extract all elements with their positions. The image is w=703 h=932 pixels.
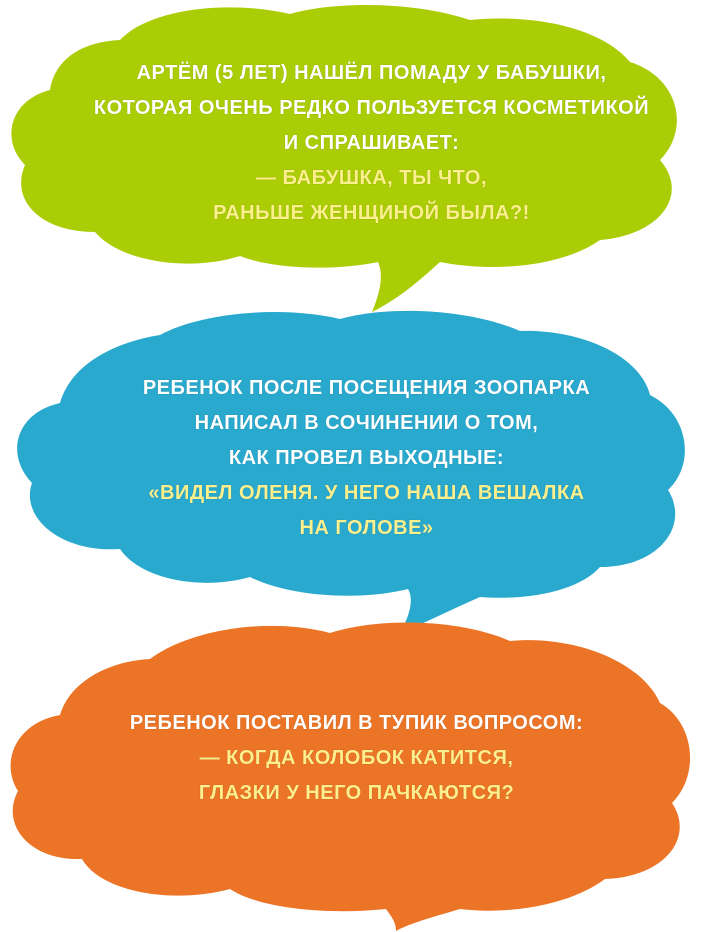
joke-1-line-2: КОТОРАЯ ОЧЕНЬ РЕДКО ПОЛЬЗУЕТСЯ КОСМЕТИКОЙ — [93, 97, 650, 119]
joke-2-line-2: НАПИСАЛ В СОЧИНЕНИИ О ТОМ, — [194, 412, 539, 434]
speech-bubble-orange — [0, 615, 703, 932]
joke-1-line-5: РАНЬШЕ ЖЕНЩИНОЙ БЫЛА?! — [213, 202, 530, 224]
joke-2-line-1: РЕБЕНОК ПОСЛЕ ПОСЕЩЕНИЯ ЗООПАРКА — [142, 377, 591, 399]
joke-text-2 — [0, 371, 703, 546]
joke-3-line-2: — КОГДА КОЛОБОК КАТИТСЯ, — [199, 747, 514, 769]
joke-2-line-4: «ВИДЕЛ ОЛЕНЯ. У НЕГО НАША ВЕШАЛКА — [148, 482, 585, 504]
joke-1-line-1: АРТЁМ (5 ЛЕТ) НАШЁЛ ПОМАДУ У БАБУШКИ, — [136, 62, 607, 84]
speech-bubble-green — [0, 0, 703, 320]
joke-2-line-3: КАК ПРОВЕЛ ВЫХОДНЫЕ: — [228, 447, 505, 469]
joke-1-line-3: И СПРАШИВАЕТ: — [283, 132, 460, 154]
speech-bubble-blue — [0, 305, 703, 635]
joke-text-1 — [0, 56, 703, 231]
joke-1-line-4: — БАБУШКА, ТЫ ЧТО, — [255, 167, 488, 189]
joke-2-line-5: НА ГОЛОВЕ» — [299, 517, 434, 539]
joke-3-line-3: ГЛАЗКИ У НЕГО ПАЧКАЮТСЯ? — [198, 782, 515, 804]
joke-text-3 — [0, 706, 703, 811]
joke-3-line-1: РЕБЕНОК ПОСТАВИЛ В ТУПИК ВОПРОСОМ: — [129, 712, 584, 734]
